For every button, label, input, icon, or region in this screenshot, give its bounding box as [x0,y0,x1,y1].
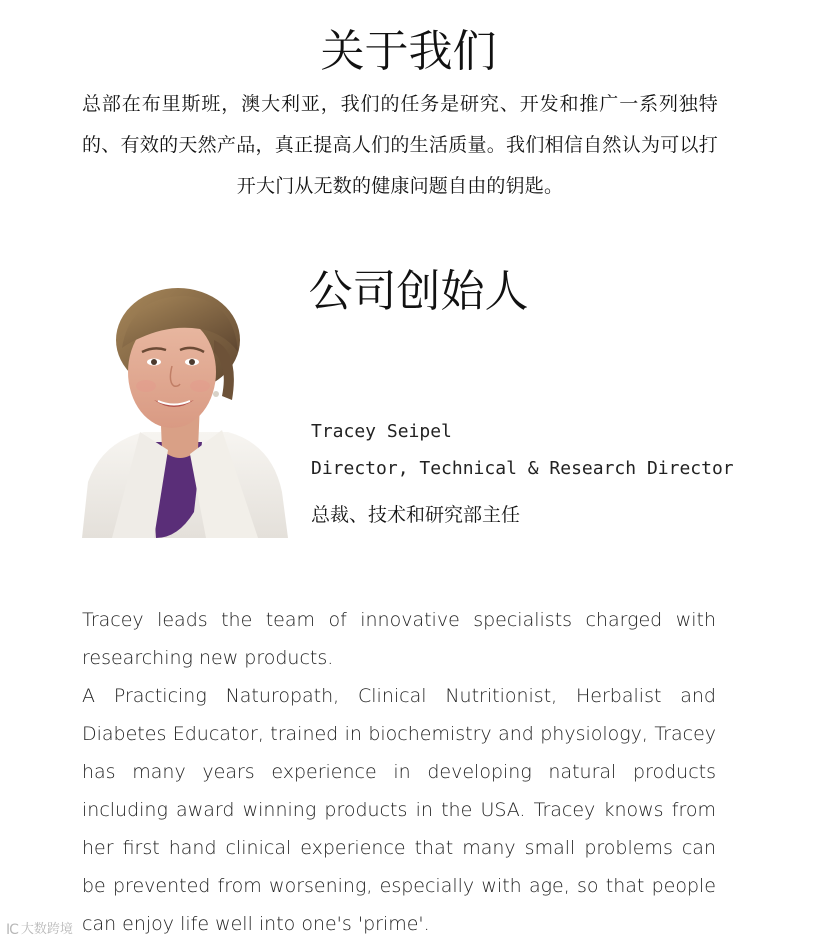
founder-portrait [82,282,290,538]
about-us-title: 关于我们 [320,26,497,77]
founder-role-zh: 总裁、技术和研究部主任 [311,504,521,526]
founder-name: Tracey Seipel [311,421,452,442]
watermark [6,921,73,939]
watermark-logo-icon: IC [6,922,18,938]
bio-paragraph: A Practicing Naturopath, Clinical Nutritionist, Herbalist and Diabetes Educator, trained in biochemistry and physiology, Tracey has many years experience in developing natural products including award winning products in the USA. Tracey knows from her first hand clinical experience that many small problems can be prevented from worsening, especially with age, so that people can enjoy life well into one's 'prime'. [82,685,716,935]
founder-bio [82,601,716,943]
founder-section-title: 公司创始人 [308,266,529,317]
founder-role-en: Director, Technical & Research Director [311,458,734,479]
about-us-text: 总部在布里斯班，澳大利亚，我们的任务是研究、开发和推广一系列独特的、有效的天然产品，真正提高人们的生活质量。我们相信自然认为可以打开大门从无数的健康问题自由的钥匙。 [82,93,718,197]
watermark-text: 大数跨境 [20,922,73,937]
bio-paragraph: Tracey leads the team of innovative specialists charged with researching new products. [82,609,716,669]
